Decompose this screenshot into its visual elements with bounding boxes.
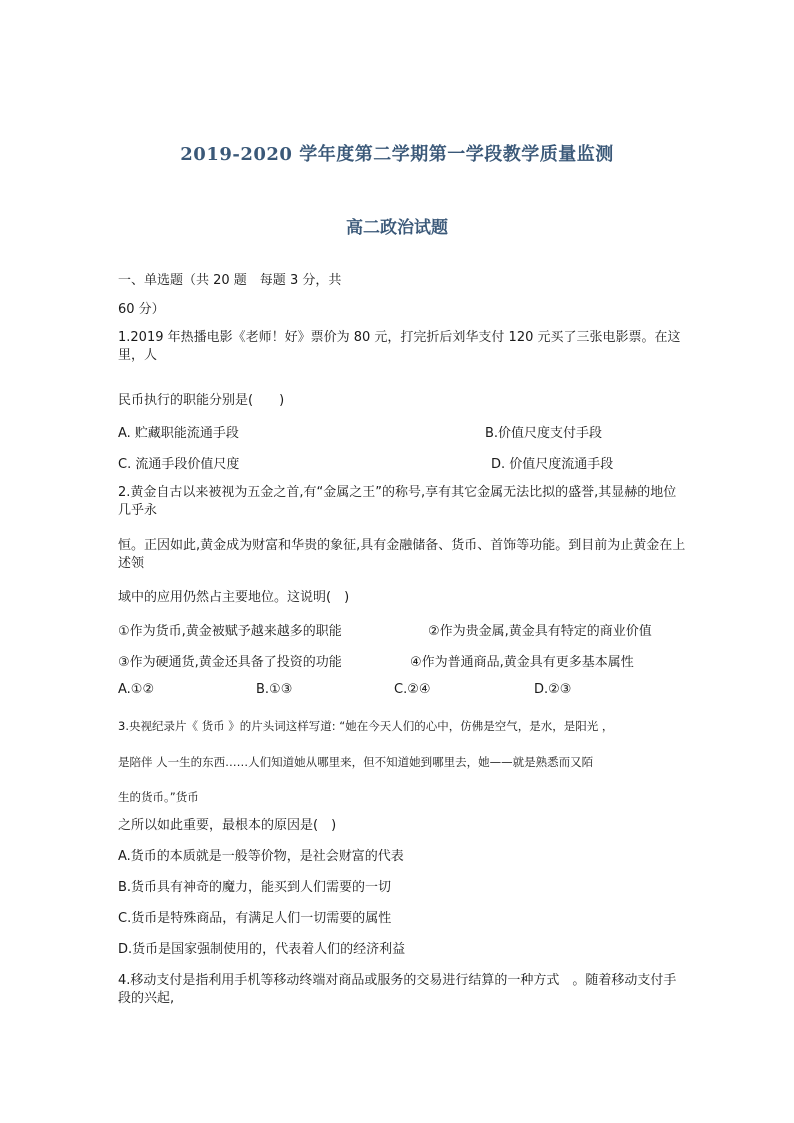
q1-stem: 1.2019 年热播电影《老师！好》票价为 80 元，打完折后刘华支付 120 元买了三张电影票。在这里，人 [118,330,681,363]
q3-stem-cont: 是陪伴 人一生的东西……人们知道她从哪里来，但不知道她到哪里去，她——就是熟悉而又陌 [118,755,594,769]
q2-option-b: B.①③ [256,682,293,697]
q3-option-a: A.货币的本质就是一般等价物，是社会财富的代表 [118,849,404,864]
q3-option-c: C.货币是特殊商品，有满足人们一切需要的属性 [118,911,392,926]
q2-option-d: D.②③ [534,682,572,697]
q2-option-a: A.①② [118,682,155,697]
q2-option-c: C.②④ [394,682,431,697]
q1-option-c: C. 流通手段价值尺度 [118,457,240,472]
section-heading-cont: 60 分） [118,302,165,317]
q4-stem: 4.移动支付是指利用手机等移动终端对商品或服务的交易进行结算的一种方式 。随着移动支付手段的兴起, [118,973,677,1006]
q1-option-b: B.价值尺度支付手段 [485,426,603,441]
q2-item-1: ①作为货币,黄金被赋予越来越多的职能 [118,624,342,639]
q2-item-2: ②作为贵金属,黄金具有特定的商业价值 [428,624,652,639]
exam-subtitle: 高二政治试题 [346,218,448,238]
q1-option-a: A. 贮藏职能流通手段 [118,426,239,441]
q3-stem-end: 之所以如此重要，最根本的原因是( ) [118,818,337,833]
q2-stem: 2.黄金自古以来被视为五金之首,有“金属之王”的称号,享有其它金属无法比拟的盛誉,其显赫的地位几乎永 [118,485,677,518]
q3-option-d: D.货币是国家强制使用的，代表着人们的经济利益 [118,942,406,957]
q3-stem-cont2: 生的货币。”货币 [118,790,199,804]
q2-stem-end: 域中的应用仍然占主要地位。这说明( ) [118,590,350,605]
q2-item-3: ③作为硬通货,黄金还具备了投资的功能 [118,655,342,670]
q2-stem-cont: 恒。正因如此,黄金成为财富和华贵的象征,具有金融储备、货币、首饰等功能。到目前为止黄金在上述领 [118,538,686,571]
q1-stem-cont: 民币执行的职能分别是( ) [118,393,285,408]
q1-option-d: D. 价值尺度流通手段 [491,457,614,472]
q3-stem: 3.央视纪录片《 货币 》的片头词这样写道: “她在今天人们的心中，仿佛是空气，是水，是阳光 ， [118,719,614,733]
section-heading: 一、单选题（共 20 题 每题 3 分，共 [118,273,342,288]
q3-option-b: B.货币具有神奇的魔力，能买到人们需要的一切 [118,880,392,895]
q2-item-4: ④作为普通商品,黄金具有更多基本属性 [410,655,634,670]
exam-title: 2019-2020 学年度第二学期第一学段教学质量监测 [180,144,614,165]
